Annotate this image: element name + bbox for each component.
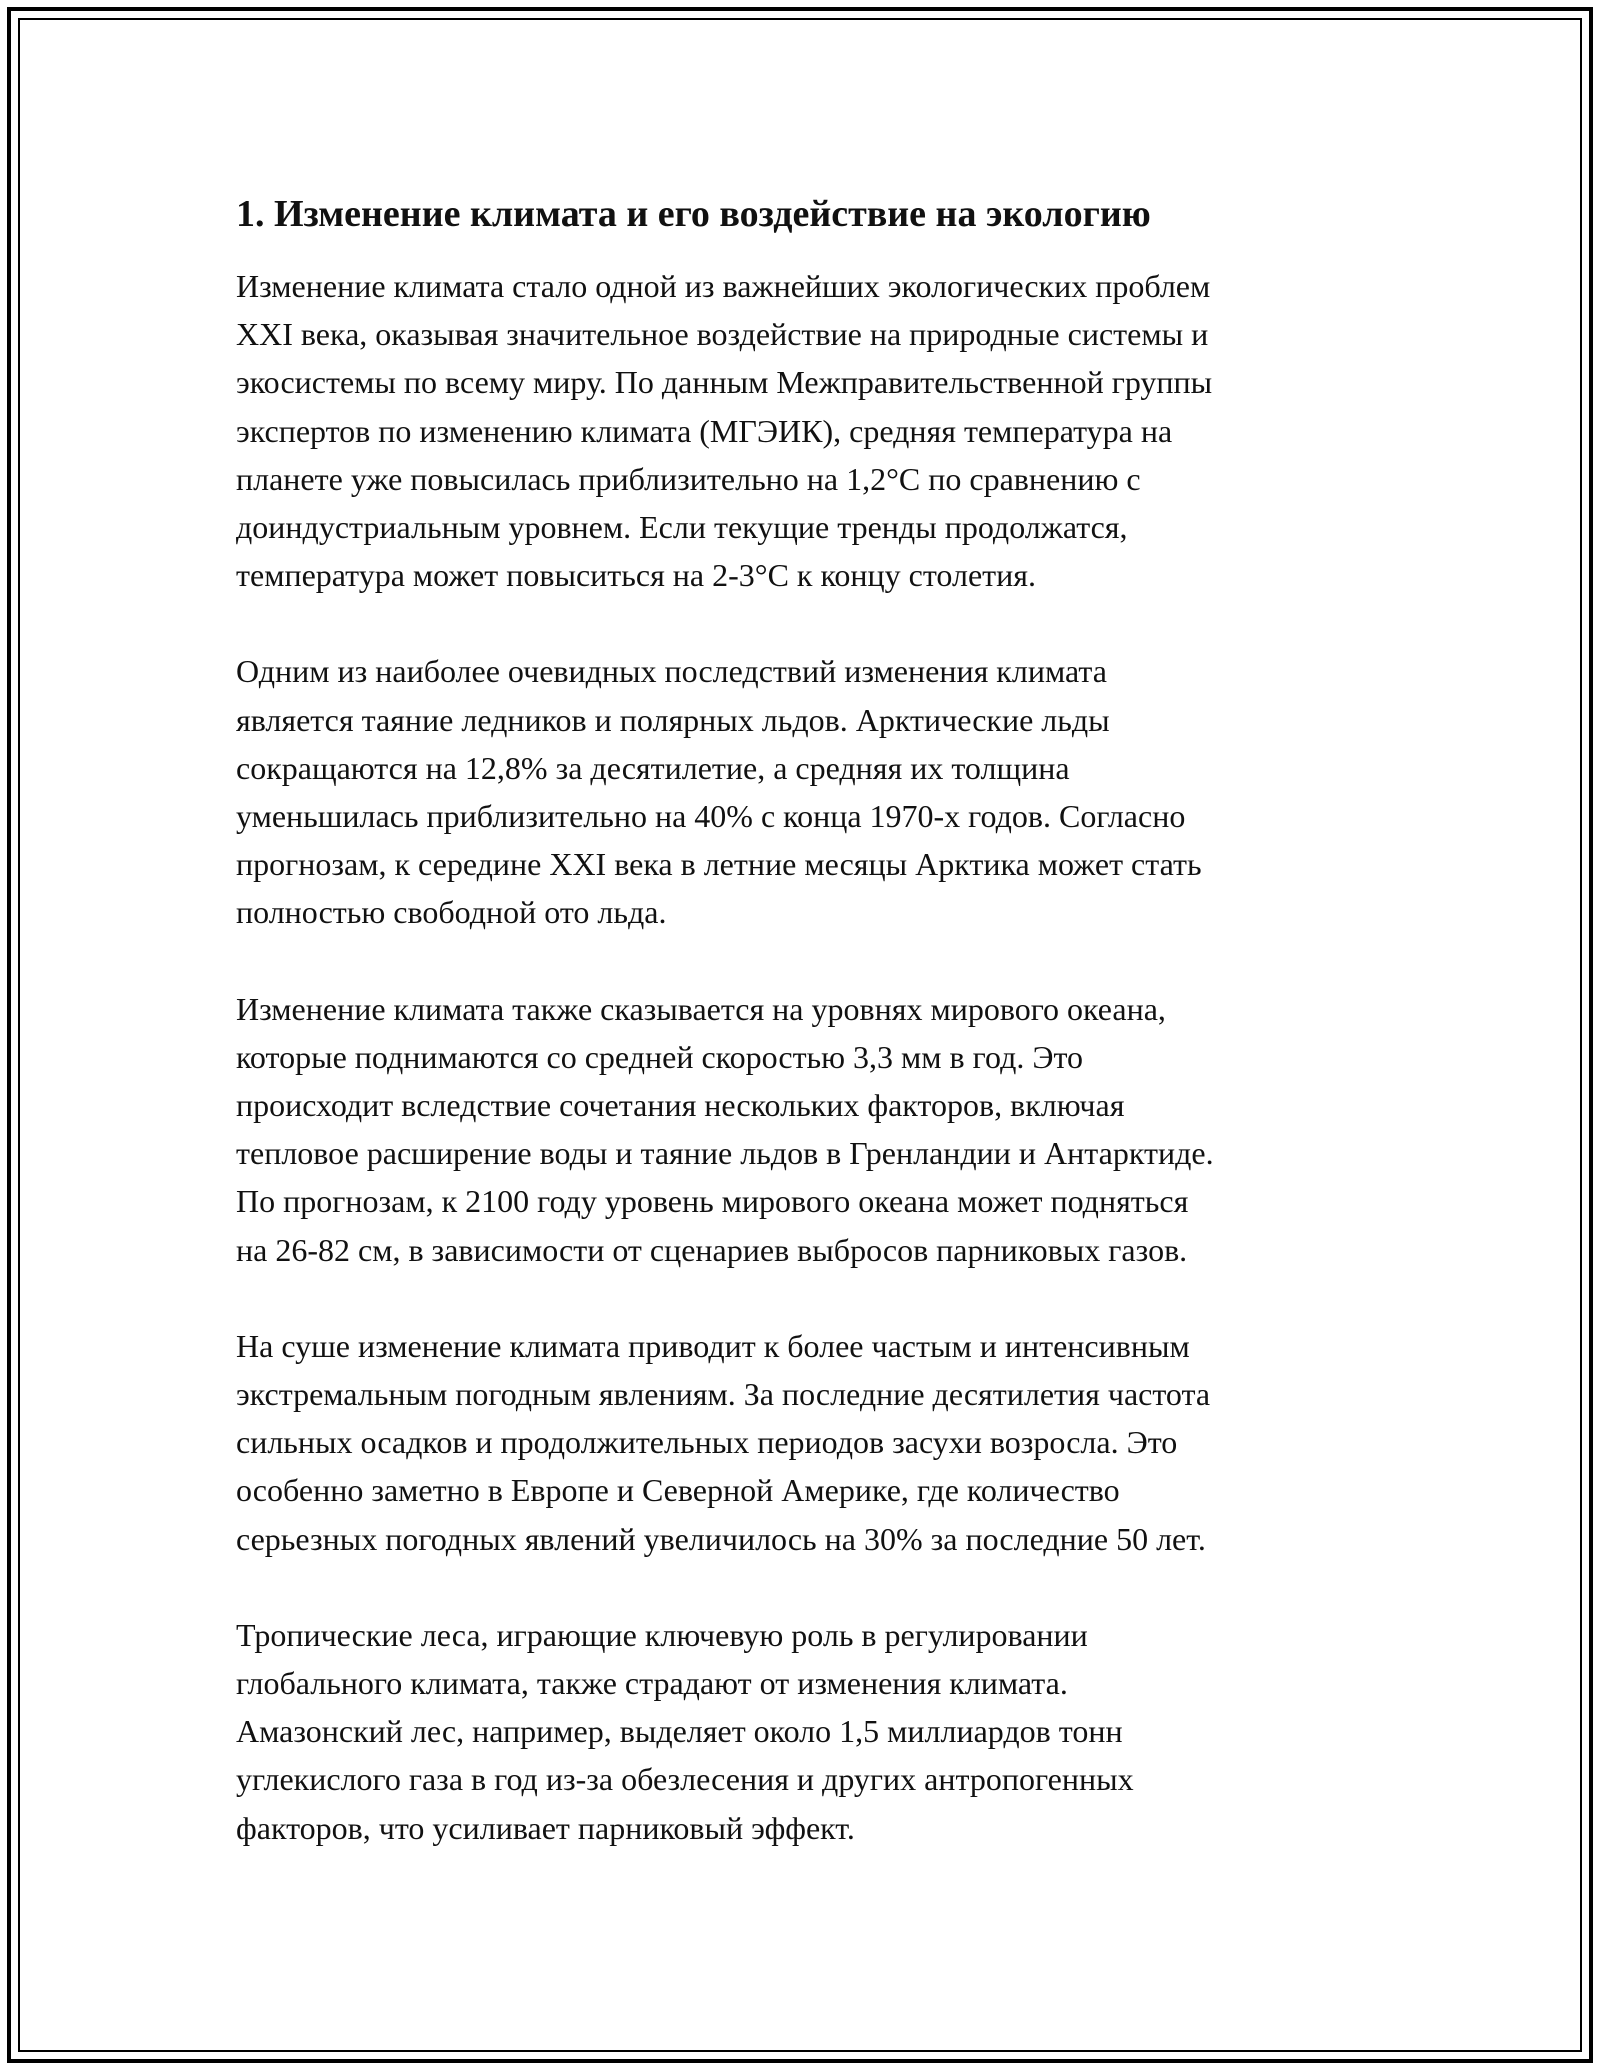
text-line: На суше изменение климата приводит к более частым и интенсивным [236,1327,1190,1364]
paragraph-tropical-forests [236,1611,1366,1852]
text-line: происходит вследствие сочетания нескольких факторов, включая [236,1087,1125,1124]
text-line: уменьшилась приблизительно на 40% с конца 1970-х годов. Согласно [236,798,1186,835]
text-line: глобального климата, также страдают от изменения климата. [236,1665,1068,1702]
paragraph-sea-level [236,985,1366,1274]
paragraph-extreme-weather [236,1322,1366,1563]
text-line: полностью свободной ото льда. [236,894,667,931]
text-line: экстремальным погодным явлениям. За последние десятилетия частота [236,1376,1211,1413]
text-line: доиндустриальным уровнем. Если текущие тренды продолжатся, [236,509,1128,546]
text-line: на 26-82 см, в зависимости от сценариев выбросов парниковых газов. [236,1231,1188,1268]
document-body [236,184,1366,1900]
text-line: Изменение климата стало одной из важнейших экологических проблем [236,268,1211,304]
text-line: факторов, что усиливает парниковый эффект. [236,1809,855,1846]
paragraph-ice-melting [236,647,1366,936]
text-line: планете уже повысилась приблизительно на 1,2°C по сравнению с [236,460,1141,497]
text-line: сильных осадков и продолжительных периодов засухи возросла. Это [236,1424,1178,1461]
text-line: экспертов по изменению климата (МГЭИК), средняя температура на [236,412,1173,449]
text-line: Тропические леса, играющие ключевую роль в регулировании [236,1616,1088,1653]
text-line: является таяние ледников и полярных льдов. Арктические льды [236,701,1110,738]
paragraph-climate-overview [236,262,1366,599]
text-line: сокращаются на 12,8% за десятилетие, а средняя их толщина [236,749,1070,786]
section-heading: 1. Изменение климата и его воздействие на экологию [236,193,1151,235]
text-line: XXI века, оказывая значительное воздействие на природные системы и [236,316,1209,353]
text-line: Амазонский лес, например, выделяет около 1,5 миллиардов тонн [236,1713,1123,1750]
text-line: прогнозам, к середине XXI века в летние месяцы Арктика может стать [236,846,1202,883]
text-line: экосистемы по всему миру. По данным Межправительственной группы [236,364,1213,401]
text-line: Изменение климата также сказывается на уровнях мирового океана, [236,990,1166,1027]
text-line: углекислого газа в год из-за обезлесения и других антропогенных [236,1761,1134,1798]
text-line: Одним из наиболее очевидных последствий изменения климата [236,653,1107,690]
text-line: температура может повыситься на 2-3°C к концу столетия. [236,557,1036,594]
text-line: тепловое расширение воды и таяние льдов в Гренландии и Антарктиде. [236,1135,1214,1172]
text-line: особенно заметно в Европе и Северной Америке, где количество [236,1472,1120,1509]
text-line: По прогнозам, к 2100 году уровень мирового океана может подняться [236,1183,1189,1220]
text-line: которые поднимаются со средней скоростью 3,3 мм в год. Это [236,1038,1084,1075]
text-line: серьезных погодных явлений увеличилось на 30% за последние 50 лет. [236,1520,1206,1557]
